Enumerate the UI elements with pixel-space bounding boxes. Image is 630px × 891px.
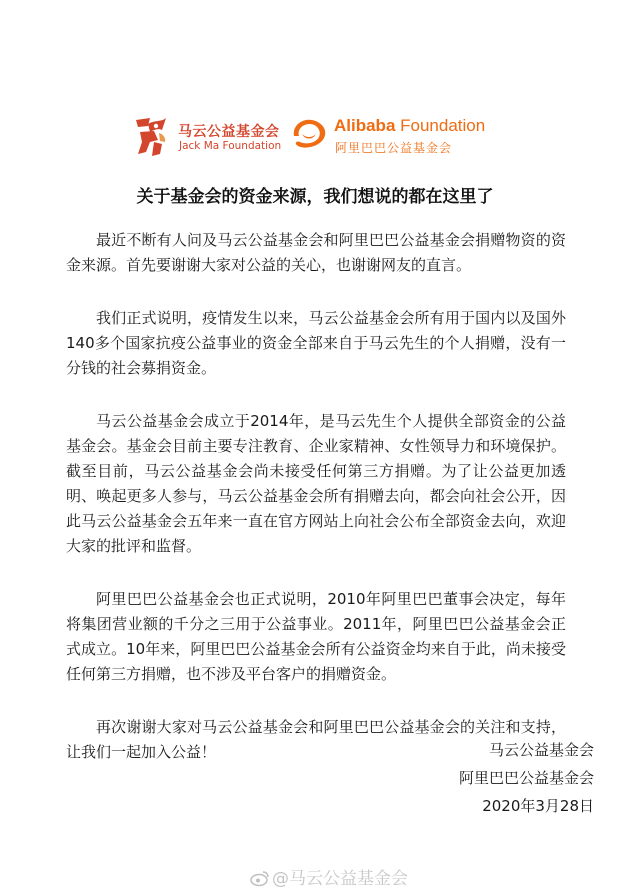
letter-body	[66, 228, 566, 793]
page-title: 关于基金会的资金来源，我们想说的都在这里了	[136, 187, 494, 207]
signature-date: 2020年3月28日	[482, 797, 594, 815]
alibaba-foundation-en-name	[334, 116, 485, 136]
weibo-icon	[250, 869, 270, 887]
alibaba-brand-word: Alibaba	[334, 116, 396, 135]
alibaba-foundation-logo	[288, 112, 503, 162]
watermark-text: @马云公益基金会	[272, 869, 408, 889]
signature-org-jackma: 马云公益基金会	[488, 741, 594, 759]
weibo-watermark	[250, 864, 408, 889]
jack-ma-foundation-en-name: Jack Ma Foundation	[179, 140, 282, 152]
logo-row	[0, 112, 630, 162]
paragraph: 最近不断有人问及马云公益基金会和阿里巴巴公益基金会捐赠物资的资金来源。首先要谢谢大家对公益的关心，也谢谢网友的直言。	[66, 231, 566, 274]
alibaba-foundation-cn-name: 阿里巴巴公益基金会	[335, 141, 453, 155]
jack-ma-foundation-cn-name: 马云公益基金会	[178, 124, 280, 140]
jack-ma-foundation-logo	[132, 112, 287, 162]
paragraph: 马云公益基金会成立于2014年，是马云先生个人提供全部资金的公益基金会。基金会目前主要专注教育、企业家精神、女性领导力和环境保护。截至目前，马云公益基金会尚未接受任何第三方捐赠。为了让公益更加透明、唤起更多人参与，马云公益基金会所有捐赠去向，都会向社会公开，因此马云公益基金会五年来一直在官方网站上向社会公布全部资金去向，欢迎大家的批评和监督。	[66, 412, 566, 555]
paragraph: 阿里巴巴公益基金会也正式说明，2010年阿里巴巴董事会决定，每年将集团营业额的千分之三用于公益事业。2011年，阿里巴巴公益基金会正式成立。10年来，阿里巴巴公益基金会所有公益资金均来自于此，尚未接受任何第三方捐赠，也不涉及平台客户的捐赠资金。	[66, 590, 566, 683]
paragraph: 我们正式说明，疫情发生以来，马云公益基金会所有用于国内以及国外140多个国家抗疫公益事业的资金全部来自于马云先生的个人捐赠，没有一分钱的社会募捐资金。	[66, 309, 566, 377]
signature-org-alibaba: 阿里巴巴公益基金会	[458, 769, 594, 787]
jack-ma-foundation-emblem-icon	[132, 114, 172, 158]
paragraph: 再次谢谢大家对马云公益基金会和阿里巴巴公益基金会的关注和支持，让我们一起加入公益！	[66, 718, 566, 761]
signature-block	[459, 736, 594, 820]
foundation-word: Foundation	[400, 116, 486, 135]
alibaba-smile-icon	[288, 116, 330, 152]
